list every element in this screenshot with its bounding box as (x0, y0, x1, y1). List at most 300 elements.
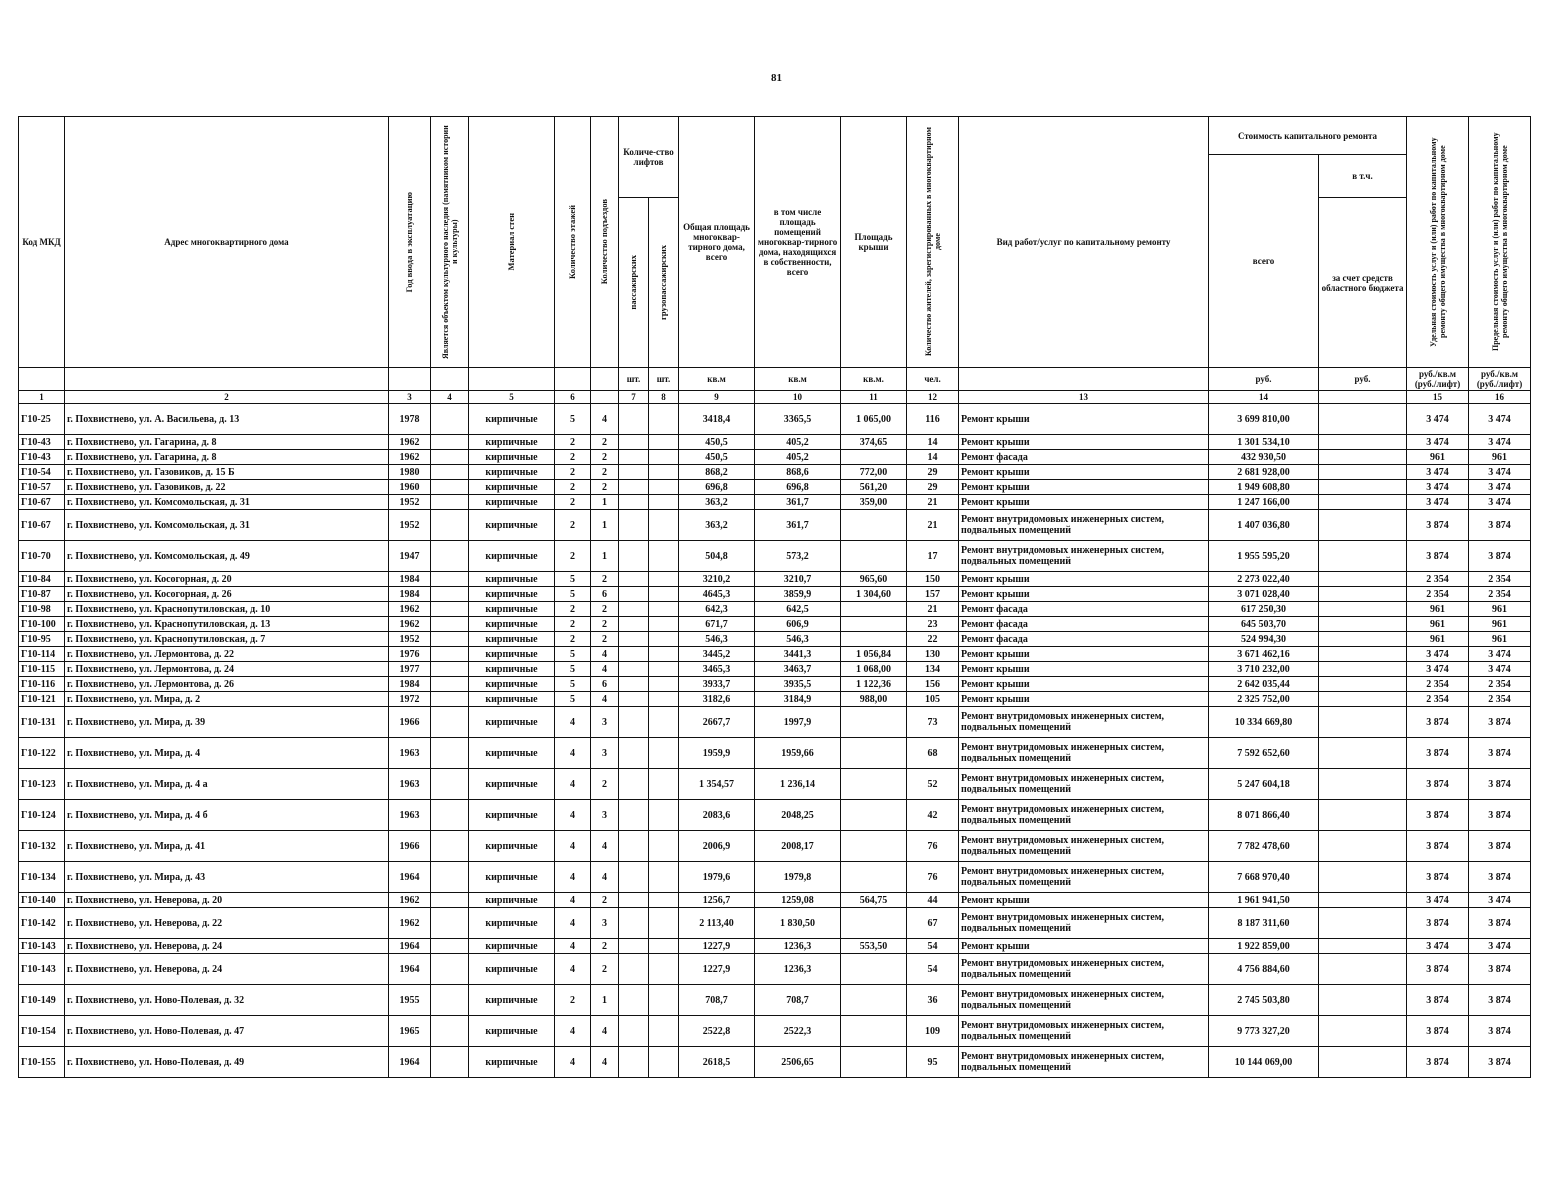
row-cost-regional (1319, 541, 1407, 572)
column-number: 4 (431, 391, 469, 404)
row-wall-material: кирпичные (469, 647, 555, 662)
row-cost-total: 7 782 478,60 (1209, 831, 1319, 862)
row-area-total: 868,2 (679, 465, 755, 480)
column-number: 16 (1469, 391, 1531, 404)
row-residents: 21 (907, 510, 959, 541)
row-lifts-cargo (649, 769, 679, 800)
row-year: 1964 (389, 939, 431, 954)
row-unit-cost: 3 874 (1407, 1047, 1469, 1078)
row-residents: 150 (907, 572, 959, 587)
column-number: 8 (649, 391, 679, 404)
row-lifts-cargo (649, 632, 679, 647)
row-floors: 2 (555, 495, 591, 510)
row-address: г. Похвистнево, ул. Неверова, д. 24 (65, 939, 389, 954)
row-address: г. Похвистнево, ул. Ново-Полевая, д. 47 (65, 1016, 389, 1047)
row-residents: 109 (907, 1016, 959, 1047)
row-cost-regional (1319, 908, 1407, 939)
row-entrances: 3 (591, 707, 619, 738)
row-roof-area: 772,00 (841, 465, 907, 480)
row-entrances: 2 (591, 572, 619, 587)
row-heritage (431, 893, 469, 908)
row-unit-cost: 2 354 (1407, 692, 1469, 707)
row-cost-regional (1319, 939, 1407, 954)
row-work-type: Ремонт крыши (959, 662, 1209, 677)
row-max-cost: 3 474 (1469, 893, 1531, 908)
row-year: 1952 (389, 510, 431, 541)
row-entrances: 4 (591, 1016, 619, 1047)
row-year: 1963 (389, 738, 431, 769)
column-number: 7 (619, 391, 649, 404)
row-cost-regional (1319, 662, 1407, 677)
row-wall-material: кирпичные (469, 541, 555, 572)
row-floors: 2 (555, 480, 591, 495)
row-max-cost: 3 874 (1469, 707, 1531, 738)
row-lifts-pass (619, 939, 649, 954)
row-year: 1966 (389, 707, 431, 738)
row-code: Г10-143 (19, 939, 65, 954)
header-year: Год ввода в эксплуатацию (389, 117, 431, 368)
row-wall-material: кирпичные (469, 954, 555, 985)
row-residents: 76 (907, 862, 959, 893)
row-cost-regional (1319, 480, 1407, 495)
row-entrances: 2 (591, 465, 619, 480)
row-residents: 73 (907, 707, 959, 738)
column-number: 3 (389, 391, 431, 404)
row-unit-cost: 3 874 (1407, 862, 1469, 893)
row-lifts-pass (619, 954, 649, 985)
row-lifts-pass (619, 632, 649, 647)
row-address: г. Похвистнево, ул. Неверова, д. 20 (65, 893, 389, 908)
column-number (1319, 391, 1407, 404)
row-floors: 2 (555, 617, 591, 632)
row-entrances: 2 (591, 602, 619, 617)
row-lifts-cargo (649, 495, 679, 510)
row-work-type: Ремонт внутридомовых инженерных систем, подвальных помещений (959, 908, 1209, 939)
row-work-type: Ремонт внутридомовых инженерных систем, подвальных помещений (959, 831, 1209, 862)
row-max-cost: 961 (1469, 632, 1531, 647)
row-entrances: 3 (591, 800, 619, 831)
row-cost-regional (1319, 692, 1407, 707)
row-cost-total: 1 949 608,80 (1209, 480, 1319, 495)
row-max-cost: 3 474 (1469, 939, 1531, 954)
row-code: Г10-154 (19, 1016, 65, 1047)
row-area-owned: 1959,66 (755, 738, 841, 769)
row-unit-cost: 3 874 (1407, 831, 1469, 862)
row-address: г. Похвистнево, ул. Мира, д. 4 б (65, 800, 389, 831)
row-code: Г10-149 (19, 985, 65, 1016)
row-residents: 44 (907, 893, 959, 908)
table-row (19, 541, 1531, 572)
row-area-total: 363,2 (679, 495, 755, 510)
row-heritage (431, 541, 469, 572)
row-wall-material: кирпичные (469, 908, 555, 939)
row-unit-cost: 3 874 (1407, 510, 1469, 541)
table-row (19, 617, 1531, 632)
row-max-cost: 3 874 (1469, 800, 1531, 831)
column-number: 6 (555, 391, 591, 404)
table-row (19, 985, 1531, 1016)
row-lifts-pass (619, 602, 649, 617)
table-row (19, 831, 1531, 862)
row-year: 1947 (389, 541, 431, 572)
row-residents: 21 (907, 495, 959, 510)
row-cost-regional (1319, 954, 1407, 985)
row-area-total: 504,8 (679, 541, 755, 572)
row-cost-total: 1 955 595,20 (1209, 541, 1319, 572)
table-row (19, 738, 1531, 769)
column-number: 12 (907, 391, 959, 404)
row-entrances: 2 (591, 617, 619, 632)
header-address: Адрес многоквартирного дома (65, 117, 389, 368)
unit-rate: руб./кв.м (руб./лифт) (1469, 368, 1531, 391)
row-roof-area (841, 831, 907, 862)
row-code: Г10-142 (19, 908, 65, 939)
row-cost-regional (1319, 831, 1407, 862)
row-entrances: 2 (591, 632, 619, 647)
row-work-type: Ремонт крыши (959, 647, 1209, 662)
row-max-cost: 961 (1469, 617, 1531, 632)
row-lifts-cargo (649, 647, 679, 662)
row-lifts-cargo (649, 617, 679, 632)
row-unit-cost: 3 474 (1407, 480, 1469, 495)
row-heritage (431, 465, 469, 480)
row-area-owned: 1997,9 (755, 707, 841, 738)
row-roof-area: 1 068,00 (841, 662, 907, 677)
row-area-owned: 3210,7 (755, 572, 841, 587)
row-floors: 2 (555, 435, 591, 450)
row-work-type: Ремонт внутридомовых инженерных систем, подвальных помещений (959, 769, 1209, 800)
row-wall-material: кирпичные (469, 677, 555, 692)
row-area-owned: 642,5 (755, 602, 841, 617)
row-heritage (431, 572, 469, 587)
row-wall-material: кирпичные (469, 602, 555, 617)
row-code: Г10-155 (19, 1047, 65, 1078)
table-row (19, 893, 1531, 908)
table-row (19, 587, 1531, 602)
row-area-total: 3182,6 (679, 692, 755, 707)
row-heritage (431, 435, 469, 450)
row-area-owned: 1 236,14 (755, 769, 841, 800)
row-work-type: Ремонт крыши (959, 692, 1209, 707)
row-lifts-pass (619, 572, 649, 587)
row-residents: 116 (907, 404, 959, 435)
unit-rub: руб. (1319, 368, 1407, 391)
row-roof-area: 564,75 (841, 893, 907, 908)
row-area-owned: 361,7 (755, 510, 841, 541)
column-number: 5 (469, 391, 555, 404)
row-roof-area (841, 707, 907, 738)
row-wall-material: кирпичные (469, 617, 555, 632)
column-number: 15 (1407, 391, 1469, 404)
row-cost-regional (1319, 450, 1407, 465)
row-cost-regional (1319, 1047, 1407, 1078)
row-cost-regional (1319, 602, 1407, 617)
row-area-total: 3418,4 (679, 404, 755, 435)
row-cost-regional (1319, 707, 1407, 738)
row-residents: 54 (907, 939, 959, 954)
row-max-cost: 3 874 (1469, 1016, 1531, 1047)
row-wall-material: кирпичные (469, 572, 555, 587)
row-area-total: 2522,8 (679, 1016, 755, 1047)
row-lifts-pass (619, 831, 649, 862)
row-unit-cost: 3 474 (1407, 465, 1469, 480)
row-lifts-pass (619, 800, 649, 831)
row-floors: 4 (555, 954, 591, 985)
unit-rate: руб./кв.м (руб./лифт) (1407, 368, 1469, 391)
row-unit-cost: 961 (1407, 632, 1469, 647)
row-work-type: Ремонт крыши (959, 404, 1209, 435)
row-cost-total: 4 756 884,60 (1209, 954, 1319, 985)
row-code: Г10-67 (19, 495, 65, 510)
row-heritage (431, 800, 469, 831)
row-code: Г10-67 (19, 510, 65, 541)
table-row (19, 510, 1531, 541)
row-address: г. Похвистнево, ул. Мира, д. 2 (65, 692, 389, 707)
row-code: Г10-114 (19, 647, 65, 662)
row-code: Г10-100 (19, 617, 65, 632)
row-work-type: Ремонт внутридомовых инженерных систем, подвальных помещений (959, 707, 1209, 738)
table-row (19, 572, 1531, 587)
table-row (19, 769, 1531, 800)
row-area-total: 450,5 (679, 435, 755, 450)
row-area-total: 1227,9 (679, 939, 755, 954)
row-residents: 68 (907, 738, 959, 769)
row-max-cost: 3 874 (1469, 769, 1531, 800)
row-residents: 52 (907, 769, 959, 800)
row-year: 1955 (389, 985, 431, 1016)
row-area-owned: 868,6 (755, 465, 841, 480)
header-lifts-cargo: грузопассажирских (649, 198, 679, 368)
row-roof-area (841, 541, 907, 572)
row-year: 1960 (389, 480, 431, 495)
row-wall-material: кирпичные (469, 450, 555, 465)
row-work-type: Ремонт фасада (959, 632, 1209, 647)
row-roof-area: 1 122,36 (841, 677, 907, 692)
row-heritage (431, 480, 469, 495)
table-row (19, 480, 1531, 495)
row-area-owned: 3441,3 (755, 647, 841, 662)
table-row (19, 677, 1531, 692)
row-area-owned: 3935,5 (755, 677, 841, 692)
row-wall-material: кирпичные (469, 480, 555, 495)
row-area-total: 3210,2 (679, 572, 755, 587)
row-address: г. Похвистнево, ул. Комсомольская, д. 31 (65, 495, 389, 510)
row-entrances: 6 (591, 677, 619, 692)
row-residents: 23 (907, 617, 959, 632)
row-unit-cost: 3 874 (1407, 800, 1469, 831)
row-max-cost: 2 354 (1469, 677, 1531, 692)
row-address: г. Похвистнево, ул. Мира, д. 4 а (65, 769, 389, 800)
row-lifts-cargo (649, 908, 679, 939)
row-floors: 4 (555, 738, 591, 769)
row-cost-regional (1319, 985, 1407, 1016)
row-cost-total: 10 144 069,00 (1209, 1047, 1319, 1078)
row-lifts-cargo (649, 954, 679, 985)
row-heritage (431, 404, 469, 435)
row-max-cost: 3 874 (1469, 1047, 1531, 1078)
row-unit-cost: 3 474 (1407, 647, 1469, 662)
row-lifts-cargo (649, 862, 679, 893)
row-max-cost: 2 354 (1469, 692, 1531, 707)
row-roof-area (841, 1047, 907, 1078)
row-area-total: 3465,3 (679, 662, 755, 677)
row-code: Г10-43 (19, 450, 65, 465)
row-lifts-cargo (649, 587, 679, 602)
row-max-cost: 2 354 (1469, 572, 1531, 587)
row-floors: 5 (555, 662, 591, 677)
row-code: Г10-143 (19, 954, 65, 985)
table-row (19, 692, 1531, 707)
row-area-total: 642,3 (679, 602, 755, 617)
row-heritage (431, 647, 469, 662)
row-max-cost: 3 874 (1469, 985, 1531, 1016)
header-cost-regional: за счет средств областного бюджета (1319, 198, 1407, 368)
row-floors: 4 (555, 707, 591, 738)
row-area-owned: 405,2 (755, 450, 841, 465)
table-row (19, 632, 1531, 647)
row-residents: 14 (907, 450, 959, 465)
row-area-total: 2006,9 (679, 831, 755, 862)
row-heritage (431, 831, 469, 862)
row-year: 1978 (389, 404, 431, 435)
row-cost-total: 2 745 503,80 (1209, 985, 1319, 1016)
row-residents: 36 (907, 985, 959, 1016)
row-year: 1962 (389, 617, 431, 632)
row-residents: 105 (907, 692, 959, 707)
row-entrances: 1 (591, 510, 619, 541)
row-wall-material: кирпичные (469, 662, 555, 677)
row-area-owned: 361,7 (755, 495, 841, 510)
row-address: г. Похвистнево, ул. Ново-Полевая, д. 32 (65, 985, 389, 1016)
row-area-total: 3445,2 (679, 647, 755, 662)
row-area-total: 2667,7 (679, 707, 755, 738)
row-floors: 2 (555, 632, 591, 647)
row-heritage (431, 769, 469, 800)
row-work-type: Ремонт крыши (959, 435, 1209, 450)
row-area-total: 3933,7 (679, 677, 755, 692)
row-work-type: Ремонт внутридомовых инженерных систем, подвальных помещений (959, 738, 1209, 769)
header-unit-cost: Удельная стоимость услуг и (или) работ по капитальному ремонту общего имущества в многоквартирном доме (1407, 117, 1469, 368)
row-lifts-pass (619, 1016, 649, 1047)
row-code: Г10-134 (19, 862, 65, 893)
row-area-owned: 573,2 (755, 541, 841, 572)
header-area-total: Общая площадь многоквар-тирного дома, всего (679, 117, 755, 368)
row-lifts-cargo (649, 572, 679, 587)
row-heritage (431, 1016, 469, 1047)
row-heritage (431, 587, 469, 602)
row-cost-regional (1319, 510, 1407, 541)
row-entrances: 4 (591, 404, 619, 435)
row-heritage (431, 495, 469, 510)
row-lifts-pass (619, 908, 649, 939)
row-year: 1952 (389, 495, 431, 510)
row-entrances: 6 (591, 587, 619, 602)
row-unit-cost: 3 874 (1407, 908, 1469, 939)
row-cost-total: 1 961 941,50 (1209, 893, 1319, 908)
row-lifts-pass (619, 541, 649, 572)
row-cost-total: 2 273 022,40 (1209, 572, 1319, 587)
row-wall-material: кирпичные (469, 435, 555, 450)
row-cost-total: 2 642 035,44 (1209, 677, 1319, 692)
row-lifts-cargo (649, 985, 679, 1016)
row-cost-regional (1319, 404, 1407, 435)
row-lifts-cargo (649, 404, 679, 435)
row-floors: 2 (555, 465, 591, 480)
row-cost-regional (1319, 435, 1407, 450)
row-cost-regional (1319, 647, 1407, 662)
row-floors: 2 (555, 450, 591, 465)
row-entrances: 4 (591, 831, 619, 862)
table-row (19, 954, 1531, 985)
row-cost-total: 8 187 311,60 (1209, 908, 1319, 939)
row-cost-total: 1 301 534,10 (1209, 435, 1319, 450)
row-wall-material: кирпичные (469, 939, 555, 954)
row-max-cost: 3 874 (1469, 738, 1531, 769)
table-row (19, 707, 1531, 738)
row-residents: 29 (907, 465, 959, 480)
row-lifts-cargo (649, 510, 679, 541)
row-roof-area: 1 056,84 (841, 647, 907, 662)
row-area-total: 1227,9 (679, 954, 755, 985)
row-lifts-pass (619, 404, 649, 435)
row-floors: 5 (555, 647, 591, 662)
row-residents: 54 (907, 954, 959, 985)
row-year: 1962 (389, 908, 431, 939)
row-area-total: 671,7 (679, 617, 755, 632)
row-work-type: Ремонт крыши (959, 939, 1209, 954)
row-address: г. Похвистнево, ул. А. Васильева, д. 13 (65, 404, 389, 435)
row-roof-area (841, 510, 907, 541)
row-work-type: Ремонт крыши (959, 465, 1209, 480)
row-floors: 2 (555, 510, 591, 541)
row-residents: 21 (907, 602, 959, 617)
row-address: г. Похвистнево, ул. Мира, д. 41 (65, 831, 389, 862)
column-number: 13 (959, 391, 1209, 404)
row-cost-total: 617 250,30 (1209, 602, 1319, 617)
row-lifts-cargo (649, 450, 679, 465)
row-work-type: Ремонт внутридомовых инженерных систем, подвальных помещений (959, 954, 1209, 985)
row-roof-area (841, 862, 907, 893)
row-roof-area: 988,00 (841, 692, 907, 707)
row-roof-area (841, 769, 907, 800)
row-floors: 2 (555, 541, 591, 572)
row-year: 1962 (389, 450, 431, 465)
row-roof-area: 374,65 (841, 435, 907, 450)
row-entrances: 2 (591, 435, 619, 450)
row-year: 1962 (389, 893, 431, 908)
row-area-owned: 2522,3 (755, 1016, 841, 1047)
row-area-owned: 606,9 (755, 617, 841, 632)
row-floors: 2 (555, 985, 591, 1016)
row-entrances: 4 (591, 862, 619, 893)
row-residents: 29 (907, 480, 959, 495)
row-address: г. Похвистнево, ул. Гагарина, д. 8 (65, 450, 389, 465)
row-code: Г10-124 (19, 800, 65, 831)
row-max-cost: 3 474 (1469, 495, 1531, 510)
table-row (19, 939, 1531, 954)
row-entrances: 4 (591, 692, 619, 707)
table-row (19, 862, 1531, 893)
row-year: 1964 (389, 954, 431, 985)
table-row (19, 450, 1531, 465)
row-unit-cost: 2 354 (1407, 572, 1469, 587)
row-lifts-pass (619, 465, 649, 480)
row-entrances: 2 (591, 450, 619, 465)
row-lifts-pass (619, 738, 649, 769)
row-area-total: 2618,5 (679, 1047, 755, 1078)
row-lifts-pass (619, 480, 649, 495)
row-lifts-cargo (649, 480, 679, 495)
